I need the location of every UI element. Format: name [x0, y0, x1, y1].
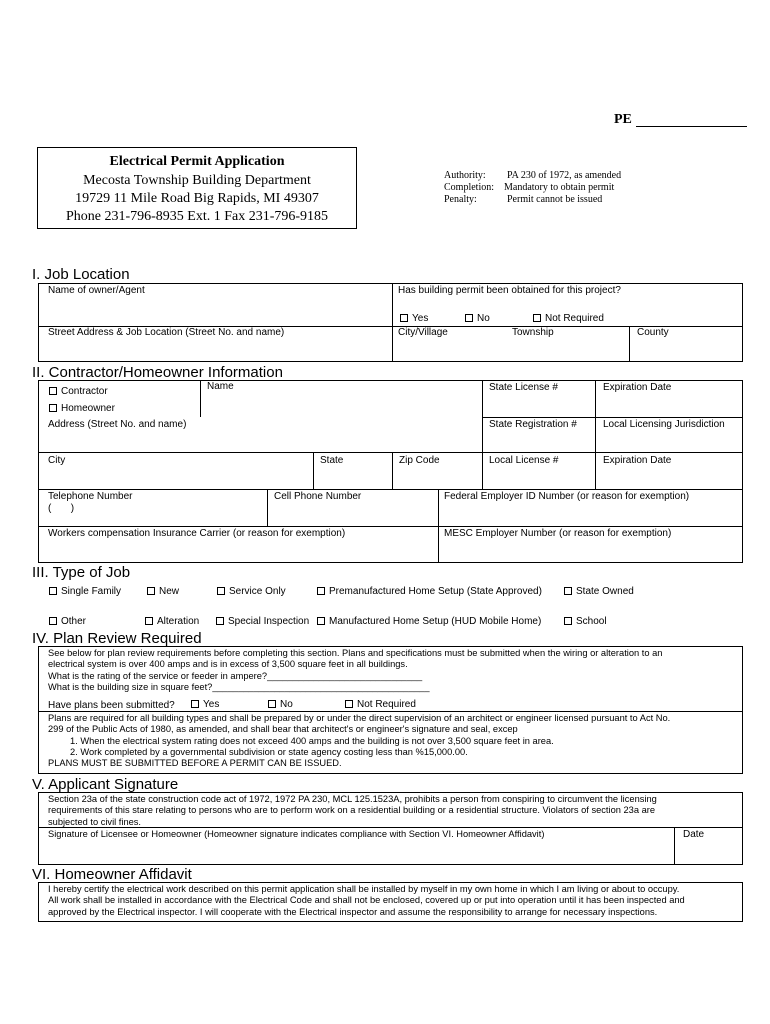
special-inspection-checkbox[interactable]: Special Inspection	[216, 616, 309, 628]
street-address-field[interactable]: Street Address & Job Location (Street No. and name)	[48, 327, 285, 338]
homeowner-checkbox[interactable]: Homeowner	[49, 403, 115, 415]
permit-number-field[interactable]	[636, 126, 747, 127]
signature-date-field[interactable]: Date	[683, 829, 705, 840]
service-only-checkbox[interactable]: Service Only	[217, 586, 286, 598]
permit-not-required-checkbox[interactable]: Not Required	[533, 313, 604, 325]
alteration-checkbox[interactable]: Alteration	[145, 616, 199, 628]
section-job-location-title: I. Job Location	[32, 266, 130, 283]
section-signature-title: V. Applicant Signature	[32, 776, 179, 793]
affidavit-text: I hereby certify the electrical work described on this permit application shall be installed by myself in my own home in which I am living or about to occupy. All work shall be installed in accordance with the Electrical Code and shall not be enclosed, covered up or put into operation until it has been inspected and approved by the Electrical inspector. I will cooperate with the Electrical inspector and assume the responsibility to arrange for necessary inspections.	[48, 884, 685, 917]
premanufactured-checkbox[interactable]: Premanufactured Home Setup (State Approved)	[317, 586, 542, 598]
plans-not-required-checkbox[interactable]: Not Required	[345, 699, 416, 711]
department-phone: Phone 231-796-8935 Ext. 1 Fax 231-796-9185	[65, 209, 329, 224]
section-23a-text: Section 23a of the state construction code act of 1972, 1972 PA 230, MCL 125.1523A, prohibits a person from conspiring to circumvent the licensing requirements of this stare relating to persons who are to perform work on a residential building or a residential structure. Violators of section 23a are subjected to civil fines.	[48, 794, 657, 827]
state-registration-field[interactable]: State Registration #	[489, 419, 577, 430]
permit-obtained-question: Has building permit been obtained for this project?	[398, 285, 621, 296]
state-license-field[interactable]: State License #	[489, 382, 558, 393]
plan-requirements-text: Plans are required for all building types and shall be prepared by or under the direct supervision of an architect or engineer licensed pursuant to Act No. 299 of the Public Acts of 1980, as amended, and shall bear that architect's or engineer's signature and seal, excep 1. When the electrical system rating does not exceed 400 amps and the building is not over 3,500 square feet in area. 2. Work completed by a governmental subdivision or state agency costing less than %15,000.00. PLANS MUST BE SUBMITTED BEFORE A PERMIT CAN BE ISSUED.	[48, 713, 671, 769]
contractor-state-field[interactable]: State	[320, 455, 344, 466]
local-jurisdiction-field[interactable]: Local Licensing Jurisdiction	[603, 419, 725, 430]
building-size-field[interactable]: What is the building size in square feet?__________________________________________	[48, 681, 430, 692]
workers-comp-field[interactable]: Workers compensation Insurance Carrier (or reason for exemption)	[48, 528, 346, 539]
owner-agent-field[interactable]: Name of owner/Agent	[48, 285, 145, 296]
department-address: 19729 11 Mile Road Big Rapids, MI 49307	[75, 191, 319, 206]
contractor-address-field[interactable]: Address (Street No. and name)	[48, 419, 187, 430]
city-village-field[interactable]: City/Village	[398, 327, 448, 338]
section-plan-review-title: IV. Plan Review Required	[32, 630, 202, 647]
plans-no-checkbox[interactable]: No	[268, 699, 293, 711]
single-family-checkbox[interactable]: Single Family	[49, 586, 121, 598]
permit-yes-checkbox[interactable]: Yes	[400, 313, 428, 325]
department-name: Mecosta Township Building Department	[83, 173, 311, 188]
name-field[interactable]: Name	[207, 381, 234, 392]
contractor-checkbox[interactable]: Contractor	[49, 386, 108, 398]
county-field[interactable]: County	[637, 327, 669, 338]
school-checkbox[interactable]: School	[564, 616, 607, 628]
permit-no-checkbox[interactable]: No	[465, 313, 490, 325]
plans-submitted-question: Have plans been submitted?	[48, 700, 175, 711]
contractor-city-field[interactable]: City	[48, 455, 66, 466]
other-checkbox[interactable]: Other	[49, 616, 86, 628]
service-rating-field[interactable]: What is the rating of the service or feeder in ampere?______________________________	[48, 670, 423, 681]
permit-number-label: PE	[614, 112, 632, 127]
section-affidavit-title: VI. Homeowner Affidavit	[32, 866, 192, 883]
manufactured-home-checkbox[interactable]: Manufactured Home Setup (HUD Mobile Home)	[317, 616, 541, 628]
section-contractor-title: II. Contractor/Homeowner Information	[32, 364, 283, 381]
telephone-area-code: ( )	[48, 503, 75, 514]
local-license-field[interactable]: Local License #	[489, 455, 559, 466]
cell-phone-field[interactable]: Cell Phone Number	[274, 491, 362, 502]
federal-id-field[interactable]: Federal Employer ID Number (or reason for exemption)	[444, 491, 690, 502]
authority-values: PA 230 of 1972, as amended Mandatory to obtain permit Permit cannot be issued	[504, 170, 622, 205]
form-title: Electrical Permit Application	[109, 154, 285, 169]
plan-review-text: See below for plan review requirements before completing this section. Plans and specifications must be submitted when the wiring or alteration to an electrical system is over 400 amps and is in excess of 3,500 square feet in all buildings. What is the rating of the service or feeder in ampere?______________________________ What is the building size in square feet?__________________________________________	[48, 648, 738, 693]
mesc-number-field[interactable]: MESC Employer Number (or reason for exemption)	[444, 528, 672, 539]
license-expiration-field[interactable]: Expiration Date	[603, 382, 672, 393]
telephone-field[interactable]: Telephone Number	[48, 491, 133, 502]
plans-yes-checkbox[interactable]: Yes	[191, 699, 219, 711]
section-type-of-job-title: III. Type of Job	[32, 564, 131, 581]
authority-labels: Authority: Completion: Penalty:	[444, 170, 494, 205]
local-expiration-field[interactable]: Expiration Date	[603, 455, 672, 466]
zip-code-field[interactable]: Zip Code	[399, 455, 440, 466]
state-owned-checkbox[interactable]: State Owned	[564, 586, 634, 598]
signature-field[interactable]: Signature of Licensee or Homeowner (Homeowner signature indicates compliance with Section VI. Homeowner Affidavit)	[48, 829, 545, 839]
header-box	[37, 147, 357, 229]
new-checkbox[interactable]: New	[147, 586, 179, 598]
township-field[interactable]: Township	[512, 327, 554, 338]
